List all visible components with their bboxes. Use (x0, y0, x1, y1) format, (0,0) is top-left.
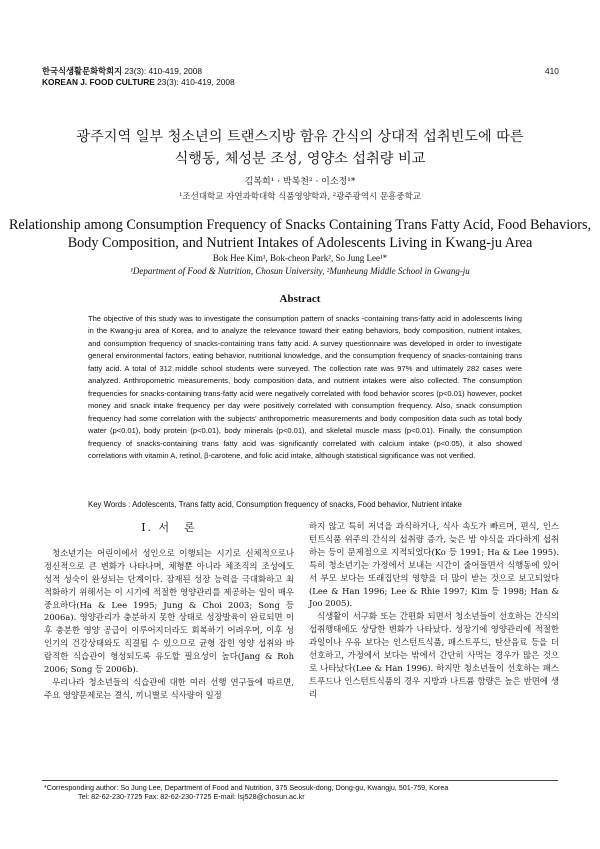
abstract-heading: Abstract (279, 293, 321, 305)
keywords-label: Key Words : (88, 500, 131, 509)
affiliations-korean: ¹조선대학교 자연과학대학 식품영양학과, ²광주광역시 문흥중학교 (178, 192, 422, 202)
body-left-column (44, 520, 294, 702)
title-english (0, 216, 600, 252)
title-korean-line2: 식행동, 체성분 조성, 영양소 섭취량 비교 (174, 151, 426, 167)
paragraph: 하지 않고 특히 저녁을 과식하거나, 식사 속도가 빠르며, 편식, 인스턴트식품 위주의 간식의 섭취량 증가, 늦은 밤 야식을 과다하게 섭취하는 등이 문제점으로 지적되었다(Ko 등 1991; Ha & Lee 1995). 특히 청소년기는 가정에서 보내는 시간이 줄어들면서 식행동에 있어서 부모 보다는 또래집단의 영향을 더 많이 받는 것으로 보고되었다(Lee & Han 1996; Lee & Rhie 1997; Kim 등 1998; Han & Joo 2005). (309, 521, 559, 609)
title-korean-line1: 광주지역 일부 청소년의 트랜스지방 함유 간식의 상대적 섭취빈도에 따른 (76, 129, 524, 145)
body-right-column (309, 520, 559, 701)
title-english-line1: Relationship among Consumption Frequency of Snacks Containing Trans Fatty Acid, Food Behaviors, (8, 217, 592, 233)
journal-name-kr: 한국식생활문화학회지 (42, 66, 123, 76)
footnote-divider (42, 780, 558, 781)
affiliations-english: ¹Department of Food & Nutrition, Chosun University, ²Munheung Middle School in Gwang-ju (130, 266, 470, 276)
authors-korean: 김복희¹ · 박복천² · 이소정¹* (244, 177, 356, 187)
paragraph: 우리나라 청소년들의 식습관에 대한 여러 선행 연구들에 따르면, 주요 영양문제로는 결식, 끼니별로 식사량이 일정 (44, 676, 294, 700)
journal-name-en: KOREAN J. FOOD CULTURE (42, 77, 155, 87)
footnote-line1: *Corresponding author: So Jung Lee, Department of Food and Nutrition, 375 Seosuk-dong, Dong-gu, Kwangju, 501-759, Korea (44, 783, 449, 792)
keywords (88, 500, 528, 509)
abstract-text: The objective of this study was to investigate the consumption pattern of snacks -containing trans-fatty acid in adolescents living in the Kwang-ju area of Korea, and to analyze the relevance toward their eating behaviors, body composition, nutrient intakes, and consumption frequency of snacks-containing trans fatty acid. A survey questionnaire was developed in order to investigate general environmental factors, eating behavior, nutritional knowledge, and the consumption frequency of snacks-containing trans fatty acid. A total of 312 middle school students were surveyed. The collection rate was 97% and ultimately 282 cases were analyzed. Anthropometric measurements, body composition data, and nutrient intakes were also collected. The consumption frequencies for snacks-containing trans-fatty acid were negatively correlated with food behavior scores (p<0.01) however, pocket money and snack intake frequency per day were positively correlated with consumption frequency. Also, snack consumption frequency had some correlation with the subjects' anthropometric measurements and body composition data such as total body water (p<0.01), body protein (p<0.01), body minerals (p<0.01), and skeletal muscle mass (p<0.01). Finally, the consumption frequency of snacks-containing trans fatty acid was significantly correlated with calcium intake (p<0.05), it also showed correlations with vitamin A, retinol, β-carotene, and folic acid intake, although statistical significance was not verified. (88, 314, 522, 460)
journal-header (42, 66, 235, 88)
keywords-list: Adolescents, Trans fatty acid, Consumption frequency of snacks, Food behavior, Nutrient intake (132, 500, 462, 509)
authors-english: Bok Hee Kim¹, Bok-cheon Park², So Jung Lee¹* (212, 253, 388, 263)
journal-volume-kr: 23(3): 410-419, 2008 (124, 66, 202, 76)
title-english-line2: Body Composition, and Nutrient Intakes of Adolescents Living in Kwang-ju Area (67, 235, 533, 251)
corresponding-author-footnote (44, 783, 564, 801)
page-number: 410 (545, 66, 559, 76)
paragraph: 식생활이 서구화 또는 간편화 되면서 청소년들이 선호하는 간식의 섭취행태에도 상당한 변화가 나타났다. 성장기에 영양관리에 적절한 과일이나 우유 보다는 인스턴트식품, 패스트푸드, 탄산음료 등을 더 선호하고, 가정에서 보다는 밖에서 간단히 사먹는 경우가 많은 것으로 나타났다(Lee & Han 1996). 하지만 청소년들이 선호하는 패스트푸드나 인스턴트식품의 경우 지방과 나트륨 함량은 높은 반면에 생리 (309, 611, 559, 699)
section-title-introduction: I. 서 론 (141, 521, 197, 534)
footnote-line2: Tel: 82-62-230-7725 Fax: 82-62-230-7725 E-mail: lsj528@chosun.ac.kr (78, 792, 305, 802)
paragraph: 청소년기는 어린이에서 성인으로 이행되는 시기로 신체적으로나 정신적으로 큰 변화가 나타나며, 체형뿐 아니라 체조직의 조성에도 성적 성숙이 완성되는 단계이다. 잠재된 성장 능력을 극대화하고 최적화하기 위해서는 이 시기에 적절한 영양관리를 제공하는 일이 매우 중요하다(Ha & Lee 1995; Jung & Choi 2003; Song 등 2006a). 영양관리가 충분하지 못한 상태로 성장발육이 완료되면 이후 충분한 영양 공급이 이루어지더라도 회복하기 어려우며, 이후 성인기의 건강상태와도 직결될 수 있으므로 균형 잡힌 영양 섭취와 바람직한 식습관이 형성되도록 유도할 필요성이 높다(Jang & Roh 2006; Song 등 2006b). (44, 547, 294, 675)
journal-volume-en: 23(3): 410-419, 2008 (157, 77, 235, 87)
title-korean (0, 126, 600, 170)
